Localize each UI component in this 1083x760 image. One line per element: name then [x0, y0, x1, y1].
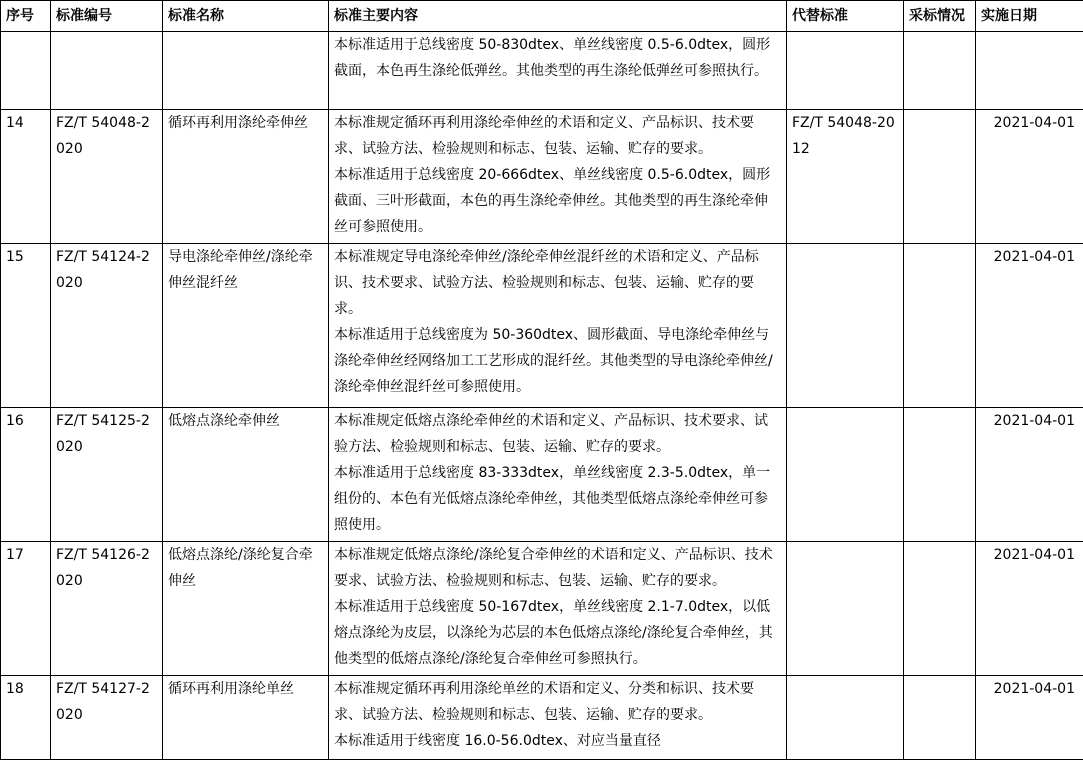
- header-name: 标准名称: [163, 1, 329, 32]
- header-adopt: 采标情况: [904, 1, 976, 32]
- header-row: [1, 1, 1083, 32]
- table-row: [1, 110, 1083, 244]
- content-paragraph: 本标准规定低熔点涤纶/涤纶复合牵伸丝的术语和定义、产品标识、技术要求、试验方法、检验规则和标志、包装、运输、贮存的要求。: [334, 542, 781, 594]
- cell-date: 2021-04-01: [976, 110, 1083, 244]
- cell-content: [329, 244, 787, 408]
- table-row: [1, 244, 1083, 408]
- cell-replace: [787, 676, 904, 760]
- table-row: [1, 542, 1083, 676]
- cell-name: 低熔点涤纶/涤纶复合牵伸丝: [163, 542, 329, 676]
- cell-content: [329, 110, 787, 244]
- cell-seq: 16: [1, 408, 51, 542]
- content-paragraph: 本标准规定循环再利用涤纶单丝的术语和定义、分类和标识、技术要求、试验方法、检验规则和标志、包装、运输、贮存的要求。: [334, 676, 781, 728]
- cell-date: 2021-04-01: [976, 408, 1083, 542]
- table-row: [1, 676, 1083, 760]
- content-paragraph: 本标准规定导电涤纶牵伸丝/涤纶牵伸丝混纤丝的术语和定义、产品标识、技术要求、试验方法、检验规则和标志、包装、运输、贮存的要求。: [334, 244, 781, 322]
- header-replace: 代替标准: [787, 1, 904, 32]
- cell-name: 低熔点涤纶牵伸丝: [163, 408, 329, 542]
- cell-seq: 18: [1, 676, 51, 760]
- cell-content: [329, 32, 787, 110]
- table-row: [1, 32, 1083, 110]
- cell-seq: [1, 32, 51, 110]
- content-paragraph: 本标准规定循环再利用涤纶牵伸丝的术语和定义、产品标识、技术要求、试验方法、检验规则和标志、包装、运输、贮存的要求。: [334, 110, 781, 162]
- content-paragraph: 本标准适用于总线密度 20-666dtex、单丝线密度 0.5-6.0dtex，圆形截面、三叶形截面，本色的再生涤纶牵伸丝。其他类型的再生涤纶牵伸丝可参照使用。: [334, 162, 781, 240]
- content-paragraph: 本标准适用于总线密度 50-830dtex、单丝线密度 0.5-6.0dtex，圆形截面，本色再生涤纶低弹丝。其他类型的再生涤纶低弹丝可参照执行。: [334, 32, 781, 84]
- content-paragraph: 本标准适用于总线密度 50-167dtex，单丝线密度 2.1-7.0dtex，以低熔点涤纶为皮层，以涤纶为芯层的本色低熔点涤纶/涤纶复合牵伸丝，其他类型的低熔点涤纶/涤纶复合牵伸丝可参照执行。: [334, 594, 781, 672]
- cell-adopt: [904, 676, 976, 760]
- cell-adopt: [904, 542, 976, 676]
- cell-code: FZ/T 54048-2020: [51, 110, 163, 244]
- content-paragraph: 本标准规定低熔点涤纶牵伸丝的术语和定义、产品标识、技术要求、试验方法、检验规则和标志、包装、运输、贮存的要求。: [334, 408, 781, 460]
- cell-replace: [787, 542, 904, 676]
- cell-code: [51, 32, 163, 110]
- cell-replace: [787, 408, 904, 542]
- cell-date: 2021-04-01: [976, 244, 1083, 408]
- cell-content: [329, 408, 787, 542]
- content-paragraph: 本标准适用于线密度 16.0-56.0dtex、对应当量直径: [334, 728, 781, 754]
- table-row: [1, 408, 1083, 542]
- header-date: 实施日期: [976, 1, 1083, 32]
- header-content: 标准主要内容: [329, 1, 787, 32]
- cell-name: 导电涤纶牵伸丝/涤纶牵伸丝混纤丝: [163, 244, 329, 408]
- table-body: [1, 32, 1083, 760]
- content-paragraph: 本标准适用于总线密度 83-333dtex，单丝线密度 2.3-5.0dtex，单一组份的、本色有光低熔点涤纶牵伸丝，其他类型低熔点涤纶牵伸丝可参照使用。: [334, 460, 781, 538]
- cell-seq: 17: [1, 542, 51, 676]
- cell-name: 循环再利用涤纶单丝: [163, 676, 329, 760]
- cell-code: FZ/T 54124-2020: [51, 244, 163, 408]
- cell-code: FZ/T 54126-2020: [51, 542, 163, 676]
- cell-adopt: [904, 32, 976, 110]
- cell-content: [329, 542, 787, 676]
- cell-replace: [787, 244, 904, 408]
- cell-adopt: [904, 408, 976, 542]
- cell-name: 循环再利用涤纶牵伸丝: [163, 110, 329, 244]
- cell-replace: FZ/T 54048-2012: [787, 110, 904, 244]
- cell-content: [329, 676, 787, 760]
- cell-seq: 14: [1, 110, 51, 244]
- cell-name: [163, 32, 329, 110]
- cell-adopt: [904, 244, 976, 408]
- cell-date: 2021-04-01: [976, 676, 1083, 760]
- header-seq: 序号: [1, 1, 51, 32]
- cell-seq: 15: [1, 244, 51, 408]
- cell-adopt: [904, 110, 976, 244]
- cell-date: 2021-04-01: [976, 542, 1083, 676]
- cell-date: [976, 32, 1083, 110]
- header-code: 标准编号: [51, 1, 163, 32]
- cell-code: FZ/T 54127-2020: [51, 676, 163, 760]
- cell-replace: [787, 32, 904, 110]
- cell-code: FZ/T 54125-2020: [51, 408, 163, 542]
- content-paragraph: 本标准适用于总线密度为 50-360dtex、圆形截面、导电涤纶牵伸丝与涤纶牵伸丝经网络加工工艺形成的混纤丝。其他类型的导电涤纶牵伸丝/涤纶牵伸丝混纤丝可参照使用。: [334, 322, 781, 400]
